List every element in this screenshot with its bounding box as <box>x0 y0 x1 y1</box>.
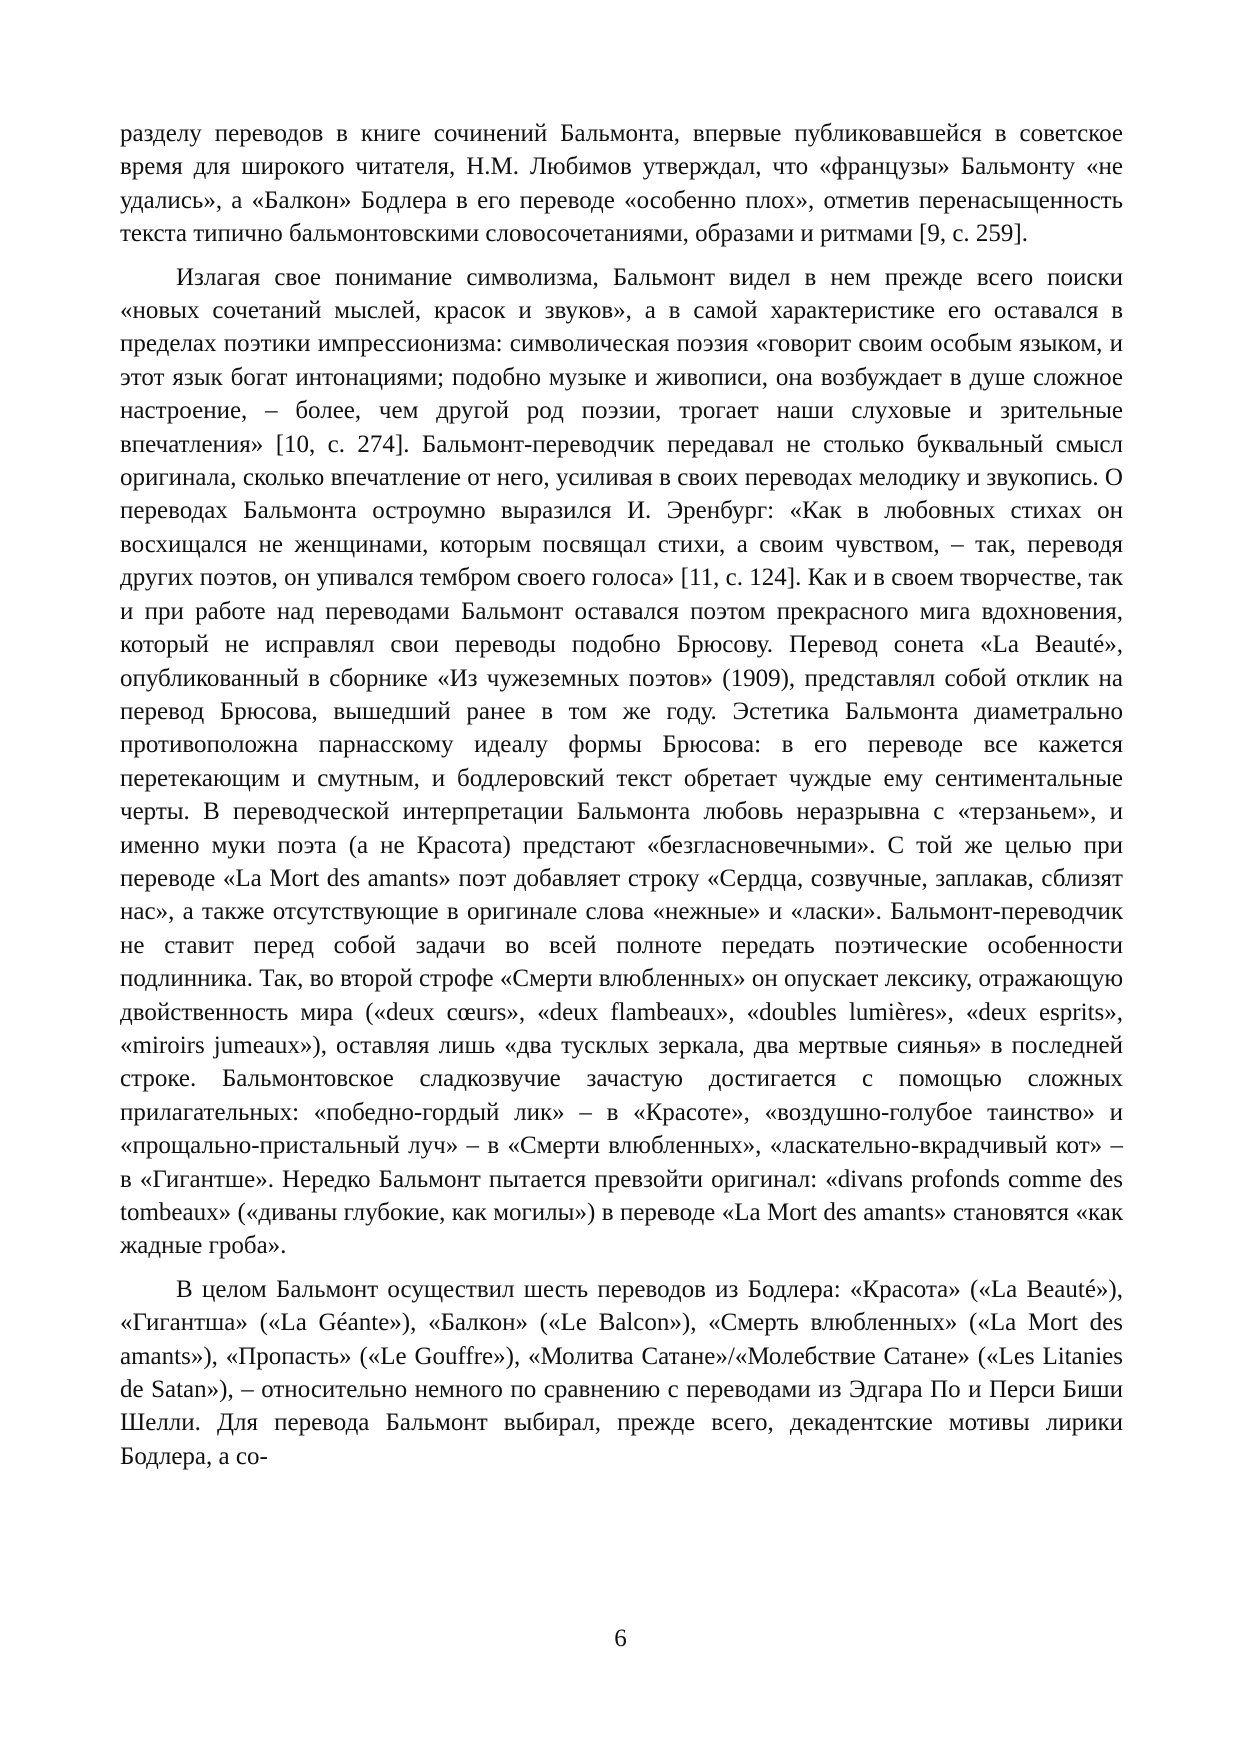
paragraph-continuation: разделу переводов в книге сочинений Бальмонта, впервые публиковавшейся в советское время для широкого читателя, Н.М. Любимов утверждал, что «французы» Бальмонту «не удались», а «Балкон» Бодлера в его переводе «особенно плох», отметив перенасыщенность текста типично бальмонтовскими словосочетаниями, образами и ритмами [9, с. 259]. <box>120 120 1123 248</box>
page-body <box>120 117 1123 1473</box>
page-number: 6 <box>614 1625 627 1652</box>
paragraph-symbolism: Излагая свое понимание символизма, Бальмонт видел в нем прежде всего поиски «новых сочетаний мыслей, красок и звуков», а в самой характеристике его оставался в пределах поэтики импрессионизма: символическая поэзия «говорит своим особым языком, и этот язык богат интонациями; подобно музыке и живописи, она возбуждает в душе сложное настроение, – более, чем другой род поэзии, трогает наши слуховые и зрительные впечатления» [10, с. 274]. Бальмонт-переводчик передавал не столько буквальный смысл оригинала, сколько впечатление от него, усиливая в своих переводах мелодику и звукопись. О переводах Бальмонта остроумно выразился И. Эренбург: «Как в любовных стихах он восхищался не женщинами, которым посвящал стихи, а своим чувством, – так, переводя других поэтов, он упивался тембром своего голоса» [11, с. 124]. Как и в своем творчестве, так и при работе над переводами Бальмонт оставался поэтом прекрасного мига вдохновения, который не исправлял свои переводы подобно Брюсову. Перевод сонета «La Beauté», опубликованный в сборнике «Из чужеземных поэтов» (1909), представлял собой отклик на перевод Брюсова, вышедший ранее в том же году. Эстетика Бальмонта диаметрально противоположна парнасскому идеалу формы Брюсова: в его переводе все кажется перетекающим и смутным, и бодлеровский текст обретает чуждые ему сентиментальные черты. В переводческой интерпретации Бальмонта любовь неразрывна с «терзаньем», и именно муки поэта (а не Красота) предстают «безгласновечными». С той же целью при переводе «La Mort des amants» поэт добавляет строку «Сердца, созвучные, заплакав, сблизят нас», а также отсутствующие в оригинале слова «нежные» и «ласки». Бальмонт-переводчик не ставит перед собой задачи во всей полноте передать поэтические особенности подлинника. Так, во второй строфе «Смерти влюбленных» он опускает лексику, отражающую двойственность мира («deux cœurs», «deux flambeaux», «doubles lumières», «deux esprits», «miroirs jumeaux»), оставляя лишь «два тусклых зеркала, два мертвые сиянья» в последней строке. Бальмонтовское сладкозвучие зачастую достигается с помощью сложных прилагательных: «победно-гордый лик» – в «Красоте», «воздушно-голубое таинство» и «прощально-пристальный луч» – в «Смерти влюбленных», «ласкательно-вкрадчивый кот» – в «Гигантше». Нередко Бальмонт пытается превзойти оригинал: «divans profonds comme des tombeaux» («диваны глубокие, как могилы») в переводе «La Mort des amants» становятся «как жадные гроба». <box>120 263 1123 1260</box>
paragraph-translations-summary: В целом Бальмонт осуществил шесть переводов из Бодлера: «Красота» («La Beauté»), «Гигантша» («La Géante»), «Балкон» («Le Balcon»), «Смерть влюбленных» («La Mort des amants»), «Пропасть» («Le Gouffre»), «Молитва Сатане»/«Молебствие Сатане» («Les Litanies de Satan»), – относительно немного по сравнению с переводами из Эдгара По и Перси Биши Шелли. Для перевода Бальмонт выбирал, прежде всего, декадентские мотивы лирики Бодлера, а со- <box>120 1275 1123 1470</box>
